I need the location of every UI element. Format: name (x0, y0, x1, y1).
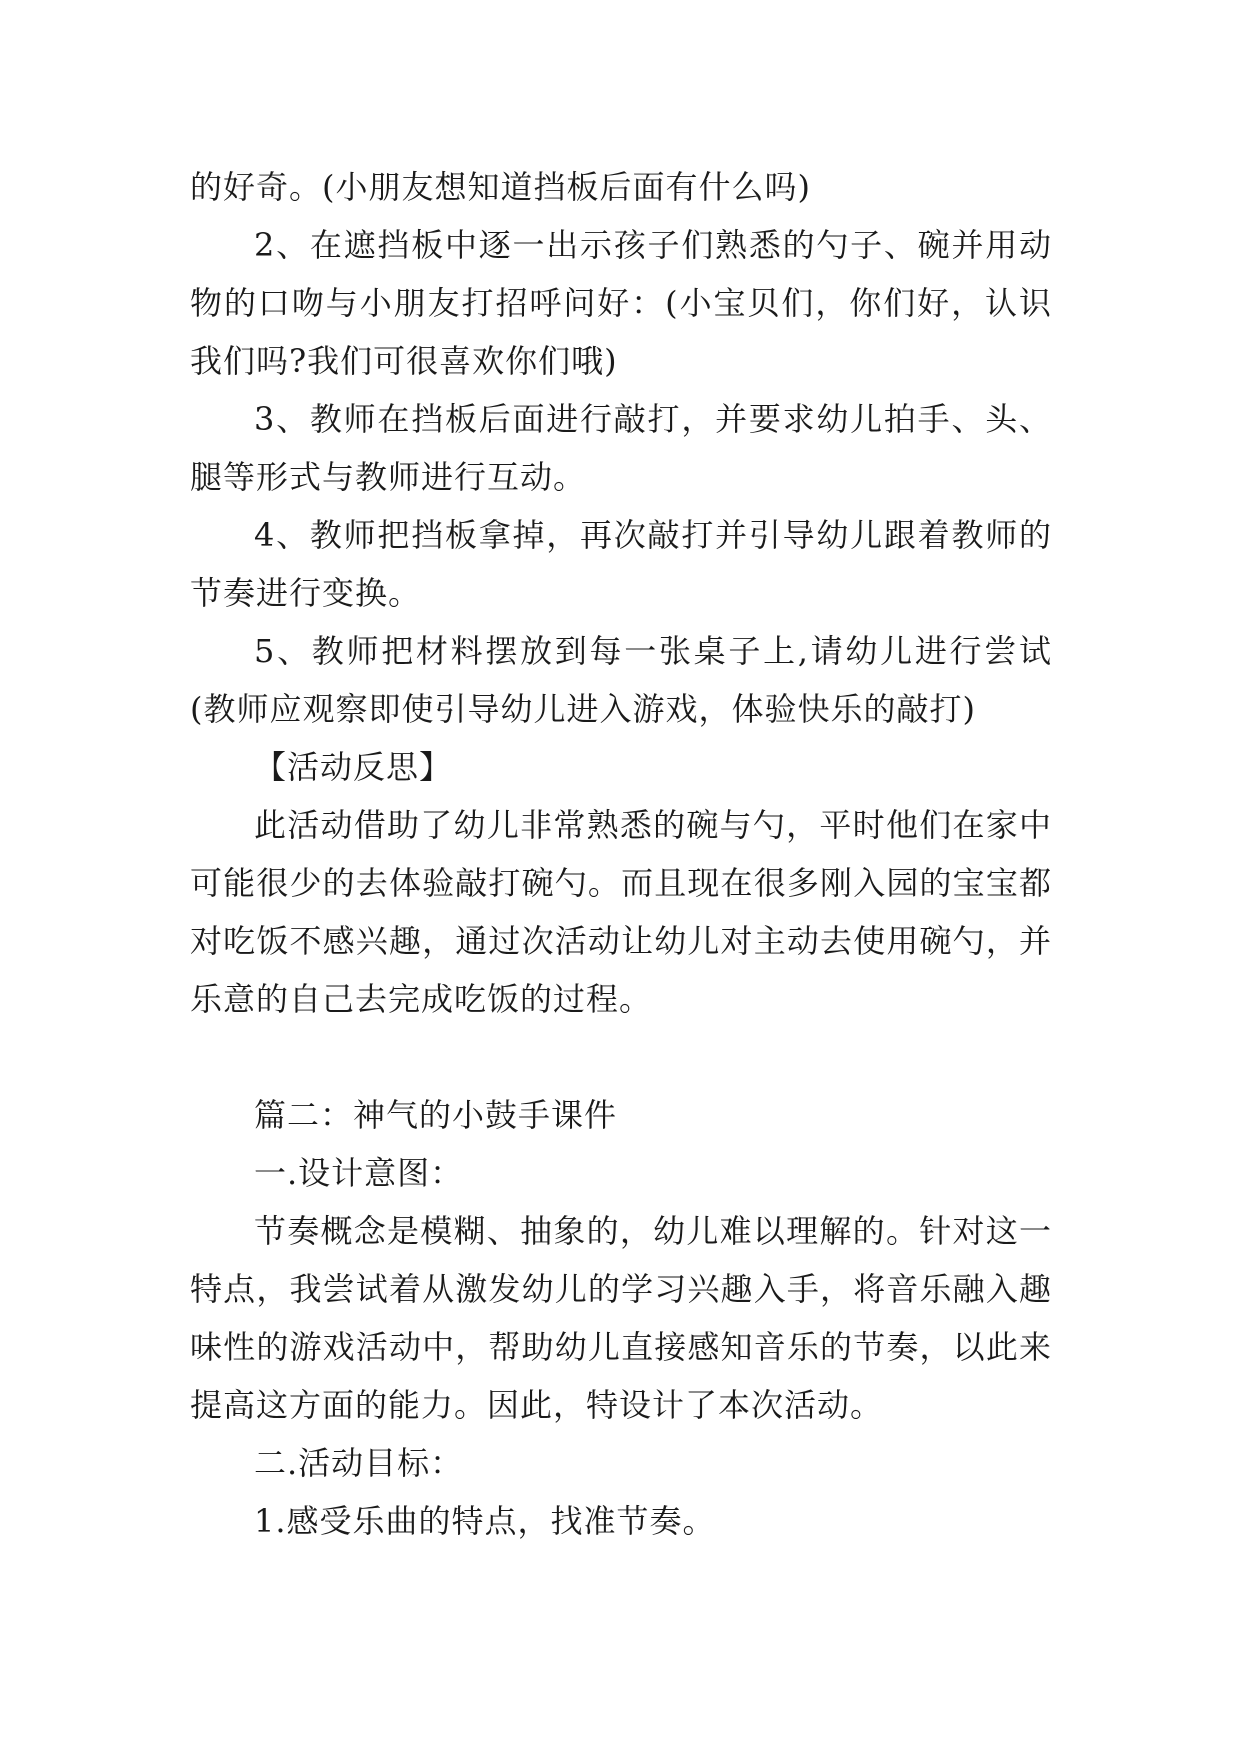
document-body (190, 158, 1052, 1550)
section-title-part-two: 篇二：神气的小鼓手课件 (254, 1096, 618, 1134)
heading-design-intent: 一.设计意图： (254, 1154, 464, 1192)
paragraph-reflection: 此活动借助了幼儿非常熟悉的碗与勺，平时他们在家中可能很少的去体验敲打碗勺。而且现在很多刚入园的宝宝都对吃饭不感兴趣，通过次活动让幼儿对主动去使用碗勺，并乐意的自己去完成吃饭的过程。 (190, 806, 1052, 1018)
paragraph-step-2: 2、在遮挡板中逐一出示孩子们熟悉的勺子、碗并用动物的口吻与小朋友打招呼问好：(小宝贝们，你们好，认识我们吗?我们可很喜欢你们哦) (190, 226, 1052, 380)
section-gap (190, 1028, 1052, 1086)
paragraph-continuation: 的好奇。(小朋友想知道挡板后面有什么吗) (190, 168, 811, 206)
paragraph-step-4: 4、教师把挡板拿掉，再次敲打并引导幼儿跟着教师的节奏进行变换。 (190, 516, 1052, 612)
section-heading-reflection: 【活动反思】 (254, 748, 453, 786)
paragraph-design-intent: 节奏概念是模糊、抽象的，幼儿难以理解的。针对这一特点，我尝试着从激发幼儿的学习兴趣入手，将音乐融入趣味性的游戏活动中，帮助幼儿直接感知音乐的节奏，以此来提高这方面的能力。因此，特设计了本次活动。 (190, 1212, 1052, 1424)
paragraph-step-5: 5、教师把材料摆放到每一张桌子上,请幼儿进行尝试(教师应观察即使引导幼儿进入游戏，体验快乐的敲打) (190, 632, 1052, 728)
heading-activity-goals: 二.活动目标： (254, 1444, 464, 1482)
list-item-goal-1: 1.感受乐曲的特点，找准节奏。 (254, 1502, 716, 1540)
paragraph-step-3: 3、教师在挡板后面进行敲打，并要求幼儿拍手、头、腿等形式与教师进行互动。 (190, 400, 1052, 496)
